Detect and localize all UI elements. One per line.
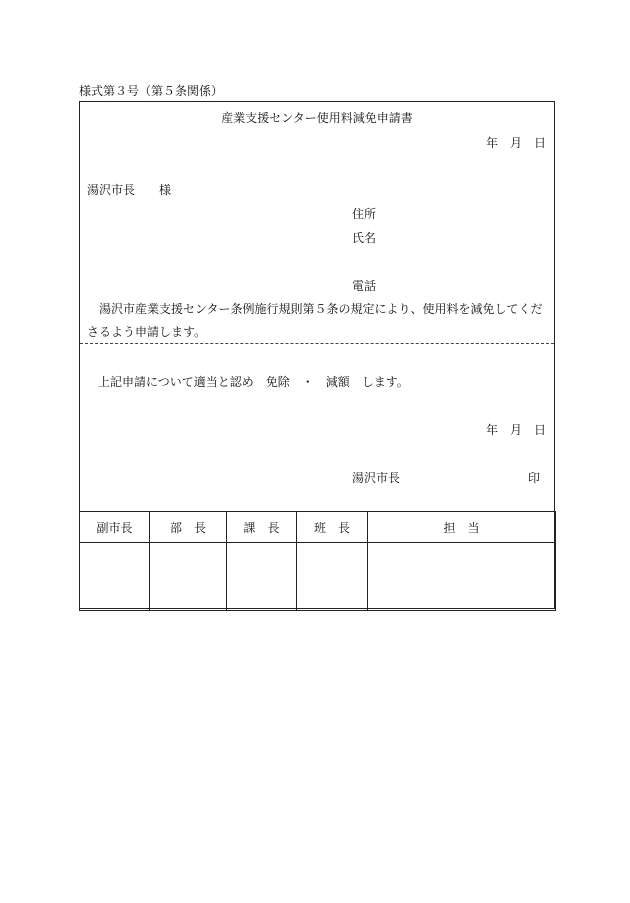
name-label: 氏名: [352, 231, 377, 245]
header-team-leader: 班 長: [297, 512, 368, 543]
phone-label: 電話: [352, 279, 377, 293]
form-title: 産業支援センター使用料減免申請書: [221, 111, 413, 125]
header-section-chief: 課 長: [227, 512, 297, 543]
addressee: 湯沢市長 様: [87, 183, 172, 197]
approval-stamp-table: [79, 511, 556, 611]
application-form: [79, 101, 555, 609]
header-person-in-charge: 担 当: [368, 512, 556, 543]
stamp-cell-department-head[interactable]: [150, 543, 227, 611]
stamp-header-row: [80, 512, 556, 543]
header-vice-mayor: 副市長: [80, 512, 150, 543]
form-number-label: 様式第３号（第５条関係）: [79, 84, 224, 98]
approval-statement: 上記申請について適当と認め 免除 ・ 減額 します。: [98, 375, 409, 389]
stamp-cell-person-in-charge[interactable]: [368, 543, 556, 611]
mayor-signature-label: 湯沢市長: [352, 471, 401, 485]
application-date: 年 月 日: [485, 136, 546, 150]
seal-mark: 印: [527, 471, 540, 485]
stamp-cell-section-chief[interactable]: [227, 543, 297, 611]
request-statement: 湯沢市産業支援センター条例施行規則第５条の規定により、使用料を減免してくださるよう申請します。: [87, 302, 543, 339]
approval-date: 年 月 日: [485, 423, 546, 437]
header-department-head: 部 長: [150, 512, 227, 543]
section-divider: [80, 343, 554, 344]
stamp-cell-row: [80, 543, 556, 611]
address-label: 住所: [352, 207, 377, 221]
stamp-cell-vice-mayor[interactable]: [80, 543, 150, 611]
stamp-cell-team-leader[interactable]: [297, 543, 368, 611]
